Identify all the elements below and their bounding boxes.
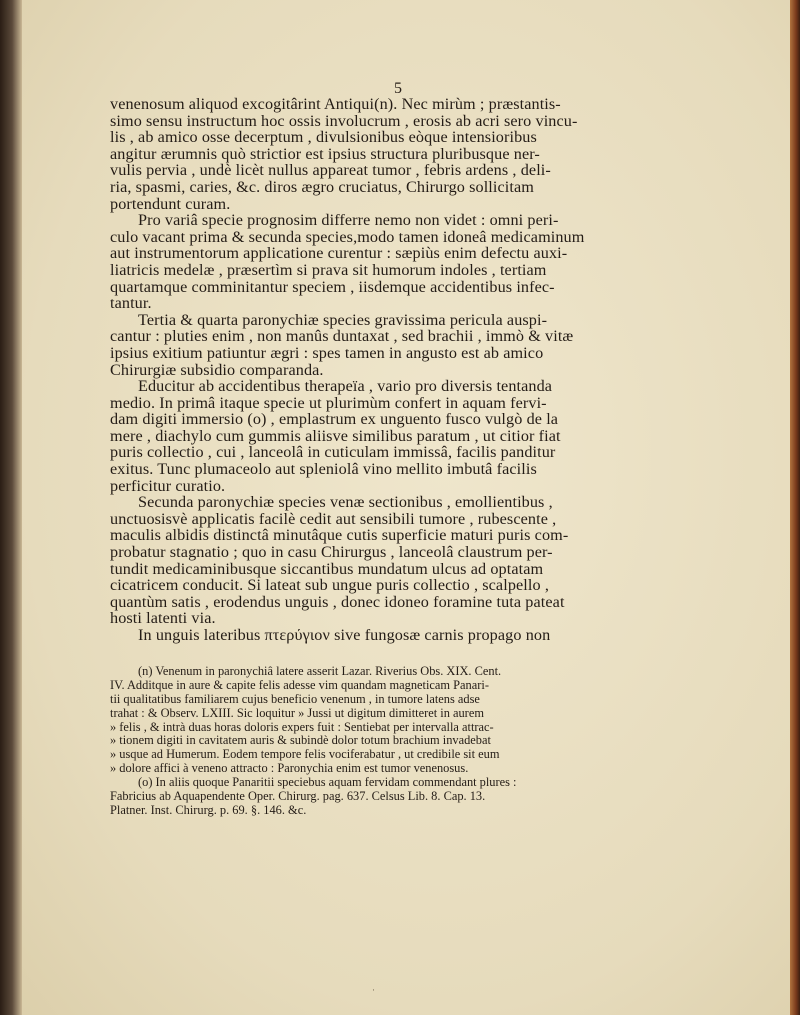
text-line: venenosum aliquod excogitârint Antiqui(n). Nec mirùm ; præstantis-	[110, 95, 561, 113]
text-line: dam digiti immersio (o) , emplastrum ex unguento fusco vulgò de la	[110, 410, 559, 429]
footnote-line: IV. Additque in aure & capite felis adesse vim quandam magneticam Panari-	[110, 677, 489, 692]
footnote-line: tii qualitatibus familiarem cujus beneficio venenum , in tumore latens adse	[110, 691, 480, 706]
footnote-line: » tionem digiti in cavitatem auris & subindè dolor totum brachium invadebat	[110, 733, 491, 748]
footnote-line: Platner. Inst. Chirurg. p. 69. §. 146. &c.	[110, 802, 307, 817]
page-number: 5	[394, 80, 402, 97]
text-line: portendunt curam.	[110, 194, 231, 213]
main-text	[110, 96, 746, 644]
text-line: cantur : pluties enim , non manûs duntaxat , sed brachii , immò & vitæ	[110, 327, 574, 346]
footer-mark: ·	[372, 985, 375, 995]
footnote-line: trahat : & Observ. LXIII. Sic loquitur » Jussi ut digitum dimitteret in aurem	[110, 705, 484, 720]
text-line: ipsius exitium patiuntur ægri : spes tamen in angusto est ab amico	[110, 343, 544, 362]
text-line: tundit medicaminibusque siccantibus mundatum ulcus ad optatam	[110, 559, 544, 578]
text-line: angitur ærumnis quò strictior est ipsius structura pluribusque ner-	[110, 144, 540, 163]
text-line: Secunda paronychiæ species venæ sectionibus , emollientibus ,	[138, 493, 553, 512]
text-line: Pro variâ specie prognosim differre nemo non videt : omni peri-	[138, 211, 559, 230]
footnote-line: » dolore affici à veneno attracto : Paronychia enim est tumor venenosus.	[110, 761, 469, 776]
text-line: ria, spasmi, caries, &c. diros ægro cruciatus, Chirurgo sollicitam	[110, 177, 534, 196]
footnotes	[110, 665, 746, 818]
footnote-line: (n) Venenum in paronychiâ latere asserit Lazar. Riverius Obs. XIX. Cent.	[138, 664, 502, 678]
footnote-line: (o) In aliis quoque Panaritii speciebus aquam fervidam commendant plures :	[138, 775, 517, 790]
text-line: quartamque comminitantur speciem , iisdemque accidentibus infec-	[110, 277, 555, 296]
text-line: tantur.	[110, 294, 152, 313]
text-line: probatur stagnatio ; quo in casu Chirurgus , lanceolâ claustrum per-	[110, 543, 553, 562]
text-line: vulis pervia , undè licèt nullus appareat tumor , febris ardens , deli-	[110, 161, 551, 180]
text-line: culo vacant prima & secunda species,modo tamen idoneâ medicaminum	[110, 227, 585, 246]
footnote-line: Fabricius ab Aquapendente Oper. Chirurg. pag. 637. Celsus Lib. 8. Cap. 13.	[110, 789, 486, 804]
book-page	[22, 0, 790, 1015]
text-line: aut instrumentorum applicatione curentur : sæpiùs enim defectu auxi-	[110, 244, 568, 263]
text-line: Chirurgiæ subsidio comparanda.	[110, 360, 324, 379]
text-line: Tertia & quarta paronychiæ species gravissima pericula auspi-	[138, 310, 548, 329]
text-line: Educitur ab accidentibus therapeïa , vario pro diversis tentanda	[138, 377, 553, 396]
text-line: mere , diachylo cum gummis aliisve similibus paratum , ut citior fiat	[110, 426, 561, 445]
text-line: unctuosisvè applicatis facilè cedit aut sensibili tumore , rubescente ,	[110, 509, 557, 528]
text-line: lis , ab amico osse decerptum , divulsionibus eòque intensioribus	[110, 128, 537, 147]
text-line: hosti latenti via.	[110, 609, 216, 628]
text-line: perficitur curatio.	[110, 476, 226, 495]
text-line: exitus. Tunc plumaceolo aut spleniolâ vino mellito imbutâ facilis	[110, 460, 537, 479]
page-edge	[790, 0, 800, 1015]
footnote-line: » felis , & intrà duas horas doloris expers fuit : Sentiebat per intervalla attrac-	[110, 719, 494, 734]
book-binding	[0, 0, 22, 1015]
text-line: puris collectio , cui , lanceolâ in cuticulam immissâ, facilis panditur	[110, 443, 556, 462]
text-line: simo sensu instructum hoc ossis involucrum , erosis ab acri sero vincu-	[110, 111, 578, 130]
text-line: liatricis medelæ , præsertìm si prava sit humorum indoles , tertiam	[110, 260, 547, 279]
text-line: In unguis lateribus πτερύγιον sive fungosæ carnis propago non	[138, 626, 551, 644]
text-line: medio. In primâ itaque specie ut plurimùm confert in aquam fervi-	[110, 393, 547, 412]
footnote-line: » usque ad Humerum. Eodem tempore felis vociferabatur , ut credibile sit eum	[110, 747, 500, 762]
text-line: maculis albidis distinctâ minutâque cutis superficie maturi puris com-	[110, 526, 569, 545]
text-line: cicatricem conducit. Si lateat sub ungue puris collectio , scalpello ,	[110, 576, 549, 595]
text-line: quantùm satis , erodendus unguis , donec idoneo foramine tuta pateat	[110, 592, 565, 611]
